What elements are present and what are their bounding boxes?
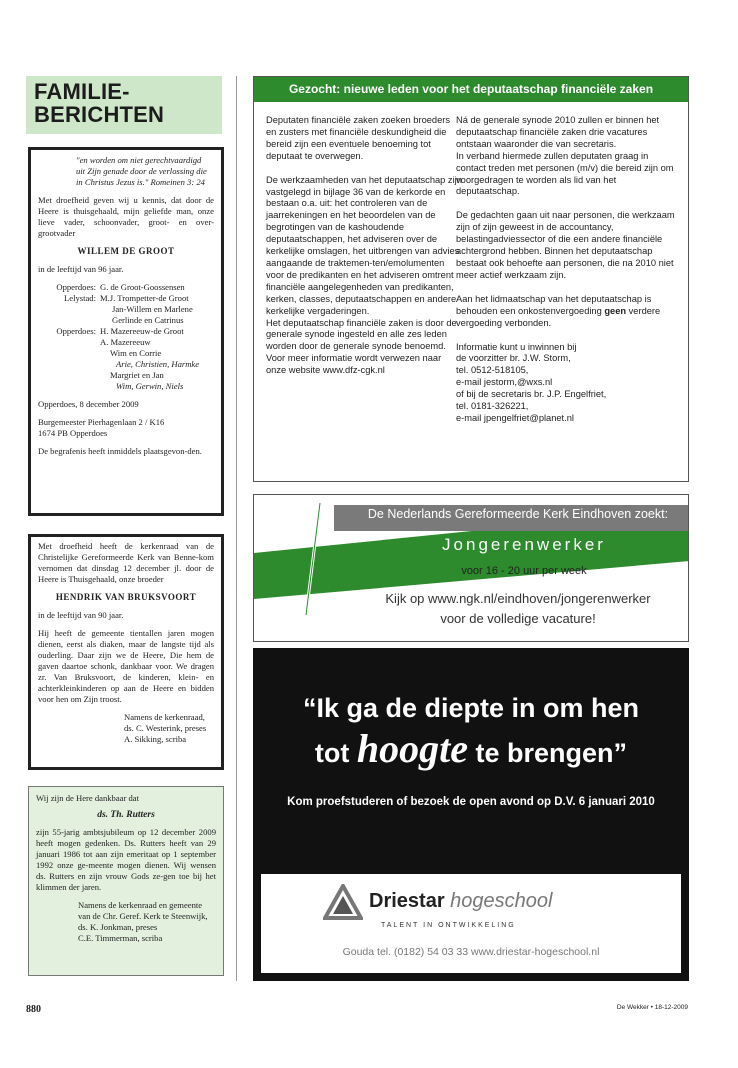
driestar-logo-icon [323, 884, 363, 924]
driestar-headline-2: tot hoogte te brengen” [314, 726, 628, 771]
info-line: Informatie kunt u inwinnen bij [456, 341, 577, 352]
ngk-more: voor de volledige vacature! [440, 611, 596, 626]
ngk-role: Jongerenwerker [442, 535, 606, 554]
ngk-hours: voor 16 - 20 uur per week [461, 565, 587, 577]
ngk-banner-text: De Nederlands Gereformeerde Kerk Eindhoven zoekt: [367, 507, 669, 521]
signature-line: C.E. Timmerman, scriba [78, 933, 163, 943]
deputaatschap-col1 [266, 115, 462, 377]
paragraph: De werkzaamheden van het deputaatschap zijn vastgelegd in bijlage 36 van de kerkorde en bestaan o.a. uit: het controleren van de jaarrekeningen en het beoordelen van de begrotingen van de kashoudende deputaatschappen, het adviseren over de kerkelijke omslagen, het uitbrengen van advies aangaande de traktemen-ten/emolumenten voor de predikanten en het adviseren omtrent financiële aangelegenheden van predikanten, kerken, classes, deputaatschappen en andere kerkelijke vergaderingen. [266, 174, 462, 316]
jubilee-name: ds. Th. Rutters [97, 810, 155, 820]
header-line2: BERICHTEN [34, 102, 165, 127]
deputaatschap-col2 [456, 115, 680, 425]
info-line: de voorzitter br. J.W. Storm, [456, 353, 571, 364]
family-row: Jan-Willem en Marlene [112, 304, 193, 314]
driestar-logo-panel [261, 874, 681, 973]
age-line: in de leeftijd van 90 jaar. [38, 610, 124, 620]
signature-line: ds. C. Westerink, preses [124, 723, 207, 733]
announcement-body: Hij heeft de gemeente tientallen jaren mogen dienen, eerst als diaken, maar de langste tijd als ouderling. Daar zijn we de Heere, Die hem de gaven daartoe schonk, dankbaar voor. We dragen zr. Van Bruksvoort, de kinderen, klein- en achterkleinkinderen op aan de Heere en bidden voor hen om Zijn troost. [38, 628, 214, 704]
paragraph: Ná de generale synode 2010 zullen er binnen het deputaatschap financiële zaken drie vacatures ontstaan waaronder die van secretaris. [456, 115, 660, 149]
announcement-date: Opperdoes, 8 december 2009 [38, 399, 139, 409]
family-row: Lelystad: M.J. Trompetter-de Groot [64, 293, 189, 303]
family-row: Arie, Christien, Harmke [116, 359, 200, 369]
announcement-intro: Met droefheid geven wij u kennis, dat door de Heere is thuisgehaald, mijn geliefde man, onze lieve vader, schoonvader, groot- en over-grootvader [38, 195, 214, 238]
address-line: Burgemeester Pierhagenlaan 2 / K16 [38, 417, 165, 427]
paragraph: De gedachten gaan uit naar personen, die werkzaam zijn of zijn geweest in de accountancy, belastingadviessector of die een andere financiële achtergrond hebben. Binnen het deputaatschap bestaat ook behoefte aan personen, die na 2010 niet meer actief werkzaam zijn. [456, 210, 675, 280]
ngk-url-line: Kijk op www.ngk.nl/eindhoven/jongerenwerker [385, 591, 651, 606]
deceased-name: HENDRIK VAN BRUKSVOORT [55, 592, 197, 602]
driestar-tagline: TALENT IN ONTWIKKELING [381, 922, 516, 929]
age-line: in de leeftijd van 96 jaar. [38, 264, 124, 274]
family-list [38, 282, 214, 392]
family-row: Opperdoes: G. de Groot-Goossensen [56, 282, 185, 292]
family-row: Gerlinde en Catrinus [112, 315, 184, 325]
quote-line: uit Zijn genade door de verlossing die [76, 166, 207, 176]
signature-line: ds. K. Jonkman, preses [78, 922, 158, 932]
announcement-rutters [28, 786, 224, 976]
paragraph: Voor meer informatie wordt verwezen naar onze website www.dfz-cgk.nl [266, 353, 442, 376]
signature-line: Namens de kerkenraad en gemeente [78, 900, 203, 910]
deceased-name: WILLEM DE GROOT [77, 246, 175, 256]
announcement-de-groot [28, 147, 224, 516]
announcement-van-bruksvoort [28, 534, 224, 770]
info-line: tel. 0181-326221, [456, 401, 529, 412]
family-row: A. Mazereeuw [100, 337, 151, 347]
driestar-contact: Gouda tel. (0182) 54 03 33 www.driestar-hogeschool.nl [342, 946, 600, 958]
header-line1: FAMILIE- [34, 79, 130, 104]
quote-line: in Christus Jezus is." Romeinen 3: 24 [76, 177, 205, 187]
page-number: 880 [26, 1004, 41, 1015]
familieberichten-header [26, 76, 222, 134]
issue-label: De Wekker • 18-12-2009 [616, 1004, 688, 1011]
paragraph: Aan het lidmaatschap van het deputaatschap is behouden een onkostenvergoeding geen verdere vergoeding verbonden. [456, 293, 661, 328]
announcement-body: zijn 55-jarig ambtsjubileum op 12 december 2009 heeft mogen gedenken. Ds. Rutters heeft van 29 januari 1986 tot aan zijn emeritaat op 1 september 1992 onze ge-meente mogen dienen. Wij wensen ds. Rutters en zijn vrouw Gods ze-gen toe bij het klimmen der jaren. [36, 827, 216, 892]
announcement-intro: Wij zijn de Here dankbaar dat [36, 793, 139, 803]
info-line: e-mail jpengelfriet@planet.nl [456, 412, 574, 423]
column-divider [236, 76, 237, 981]
announcement-intro: Met droefheid heeft de kerkenraad van de Christelijke Gereformeerde Kerk van Benne-kom vernomen dat dinsdag 12 december jl. door de Heere is Thuisgehaald, onze broeder [38, 541, 214, 584]
paragraph: Deputaten financiële zaken zoeken broeders en zusters met financiële deskundigheid die bereid zijn een eventuele benoeming tot deputaat te overwegen. [266, 115, 450, 161]
paragraph: Het deputaatschap financiële zaken is door de generale synode ingesteld en alle zes leden worden door de generale synode benoemd. [266, 317, 457, 352]
paragraph: In verband hiermede zullen deputaten graag in contact treden met personen (m/v) die bereid zijn om voorgedragen te worden als lid van het deputaatschap. [456, 150, 674, 197]
address-line: 1674 PB Opperdoes [38, 428, 108, 438]
info-line: tel. 0512-518105, [456, 365, 529, 376]
driestar-headline-1: “Ik ga de diepte in om hen [302, 693, 640, 723]
quote-line: "en worden om niet gerechtvaardigd [76, 155, 202, 165]
family-row: Wim, Gerwin, Niels [116, 381, 184, 391]
driestar-subline: Kom proefstuderen of bezoek de open avond op D.V. 6 januari 2010 [287, 796, 655, 808]
signature-line: van de Chr. Geref. Kerk te Steenwijk, [78, 911, 208, 921]
ngk-jongerenwerker-ad [253, 494, 689, 642]
driestar-brand: Driestar hogeschool [369, 890, 553, 912]
family-row: Wim en Corrie [110, 348, 162, 358]
family-row: Margriet en Jan [110, 370, 164, 380]
driestar-ad [253, 648, 689, 981]
info-line: of bij de secretaris br. J.P. Engelfriet, [456, 389, 607, 400]
signature-line: A. Sikking, scriba [124, 734, 187, 744]
deputaatschap-box [253, 76, 689, 482]
family-row: Opperdoes: H. Mazereeuw-de Groot [56, 326, 184, 336]
announcement-closing: De begrafenis heeft inmiddels plaatsgevon-den. [38, 446, 202, 456]
deputaatschap-header: Gezocht: nieuwe leden voor het deputaatschap financiële zaken [254, 77, 688, 102]
signature-line: Namens de kerkenraad, [124, 712, 205, 722]
info-line: e-mail jestorm,@wxs.nl [456, 377, 553, 388]
